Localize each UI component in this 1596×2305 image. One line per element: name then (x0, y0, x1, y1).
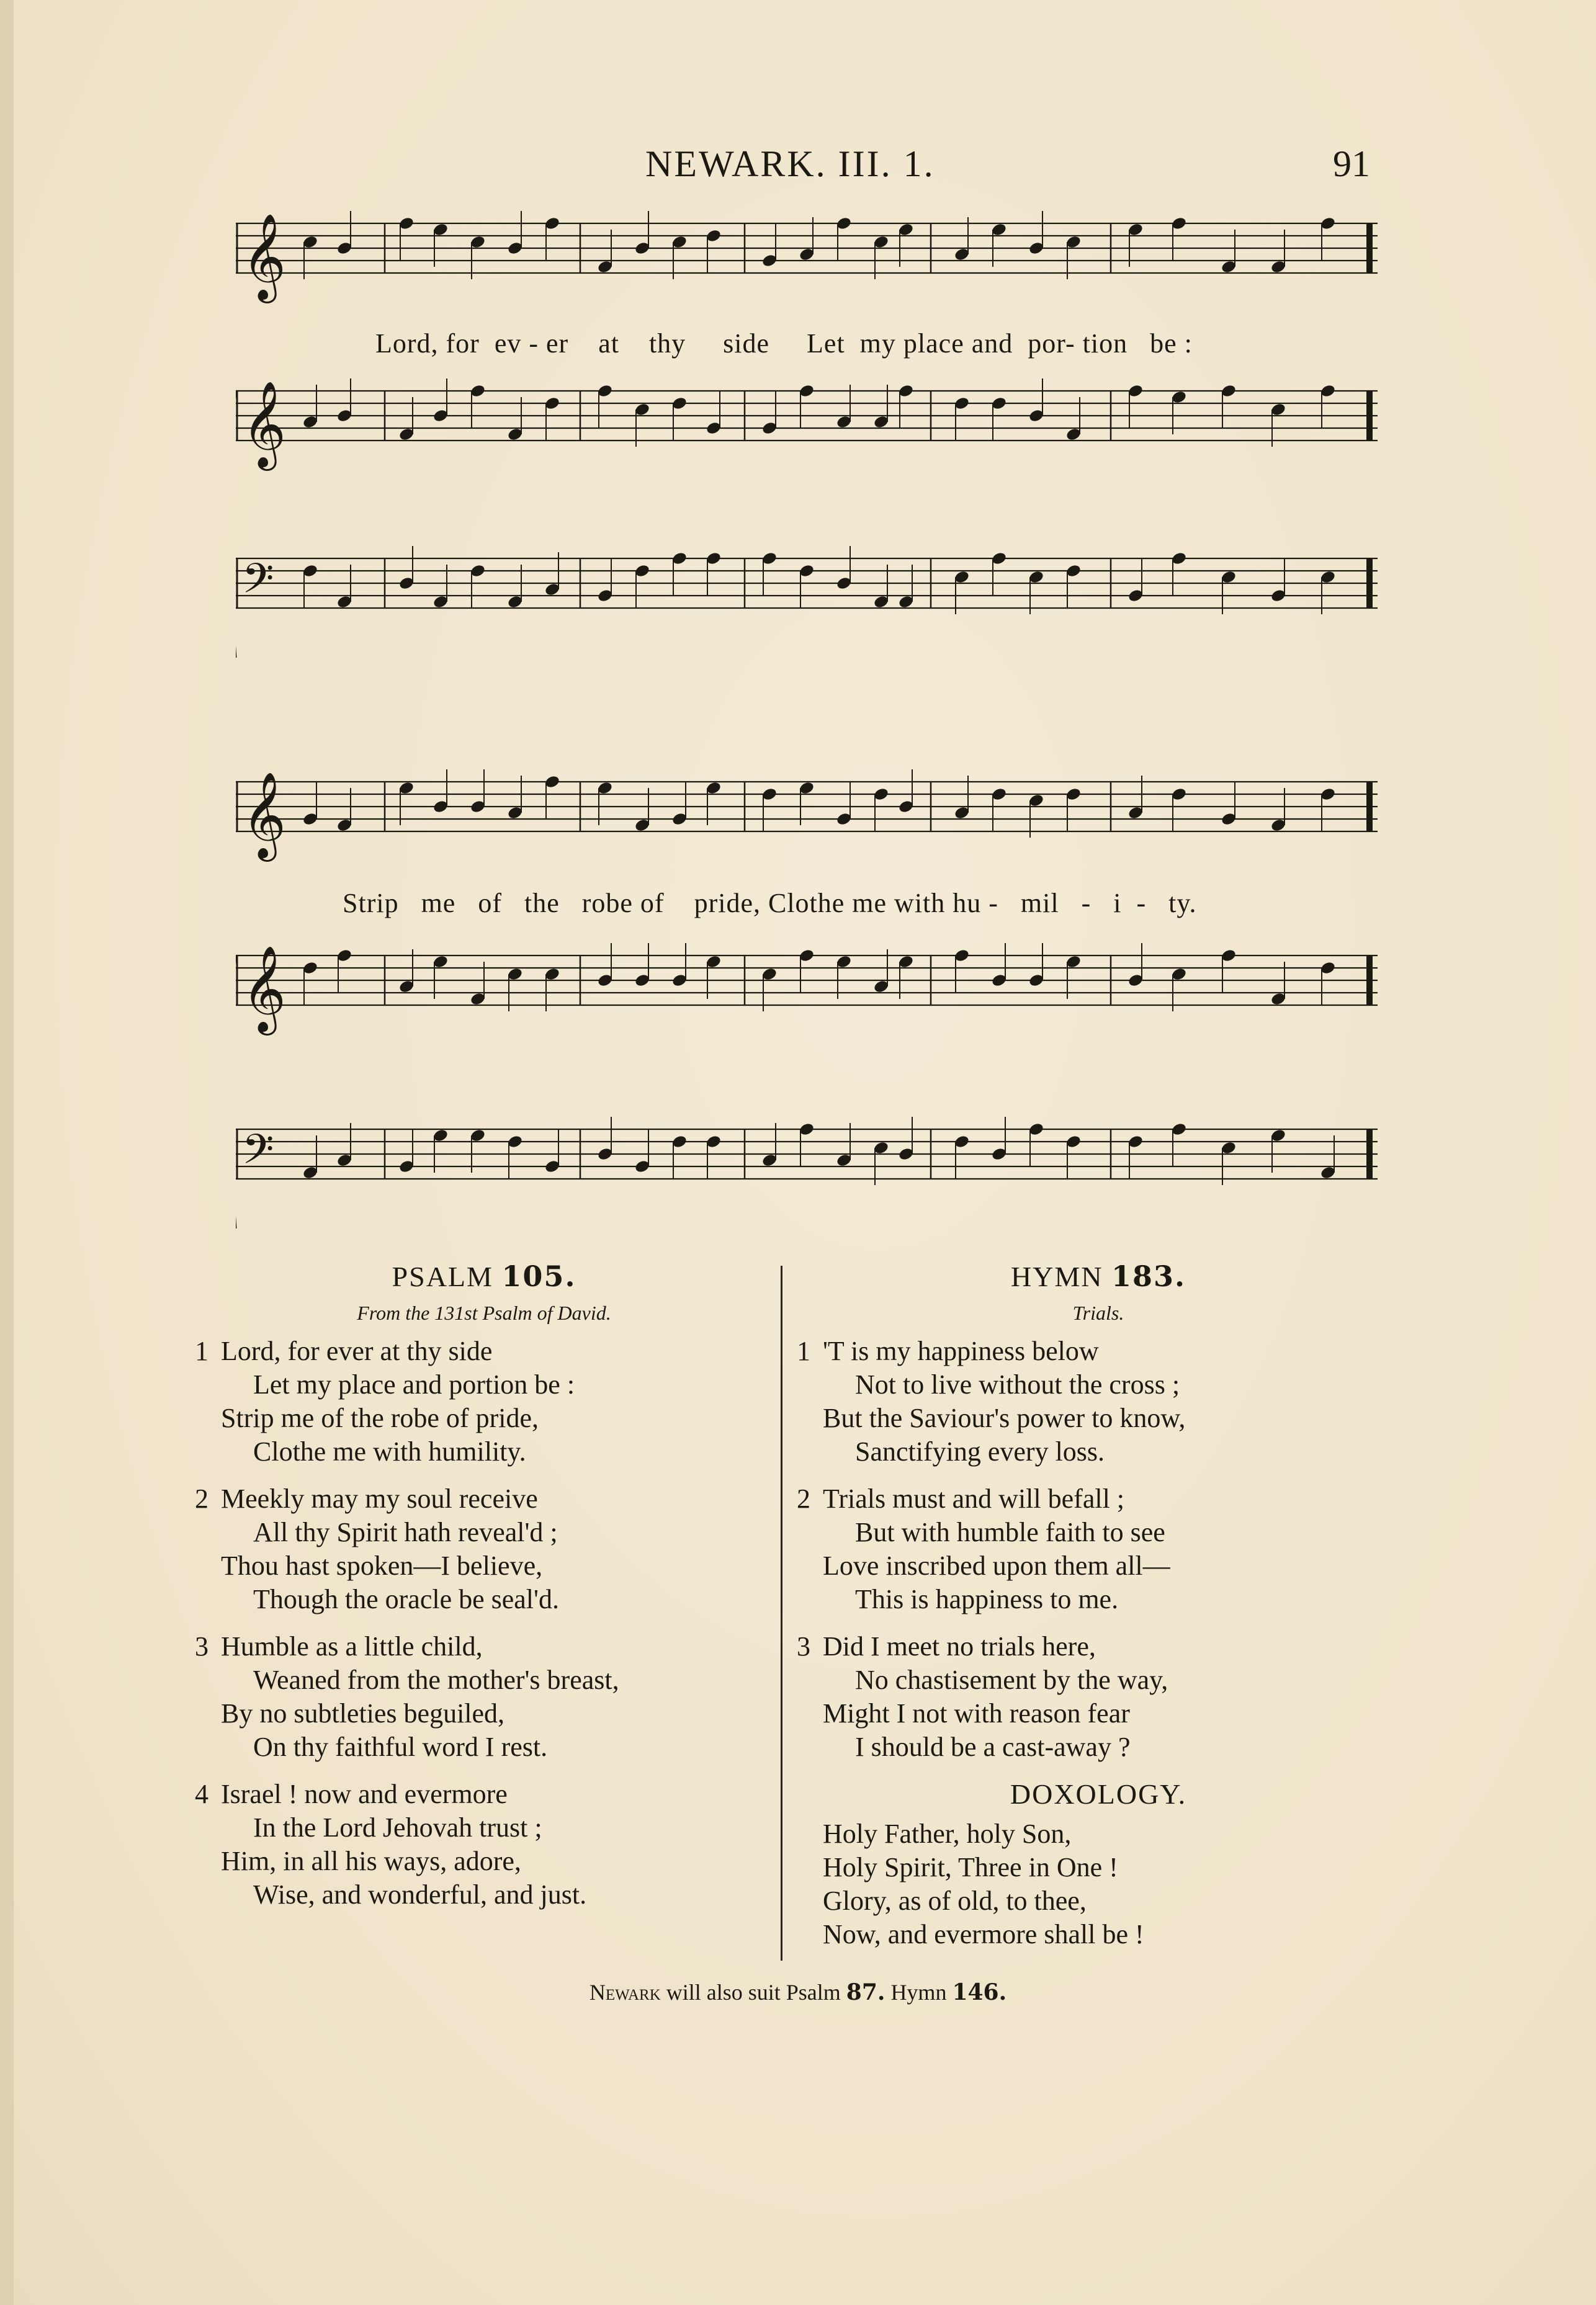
psalm-number: 105. (501, 1260, 576, 1293)
psalm-stanza-line: 4 Israel ! now and evermore (186, 1778, 782, 1811)
psalm-heading (186, 1260, 782, 1294)
staff-6 (236, 1117, 1378, 1185)
final-bar (1366, 782, 1373, 831)
treble-clef-icon: 𝄞 (242, 381, 286, 467)
psalm-stanza-line: 3 Humble as a little child, (186, 1630, 782, 1663)
psalm-stanza-line: Clothe me with humility. (253, 1436, 526, 1467)
hymn-stanza-line: Love inscribed upon them all— (823, 1551, 1170, 1581)
psalm-stanza-line: Wise, and wonderful, and just. (253, 1879, 587, 1910)
footer-psalm-ref: 87. (846, 1979, 885, 2005)
bass-clef-icon: 𝄢 (242, 555, 274, 612)
doxology-line: Glory, as of old, to thee, (823, 1886, 1087, 1916)
final-bar (1366, 558, 1373, 608)
hymn-stanza-line: 2 Trials must and will befall ; (788, 1482, 1409, 1516)
binding-edge (0, 0, 14, 2305)
hymn-stanzas (788, 1335, 1409, 1764)
hymn-number: 183. (1111, 1260, 1186, 1293)
psalm-stanza-line: 1 Lord, for ever at thy side (186, 1335, 782, 1368)
hymn-stanza-line: This is happiness to me. (855, 1584, 1119, 1614)
treble-clef-icon: 𝄞 (242, 946, 286, 1032)
treble-clef-icon: 𝄞 (242, 772, 286, 858)
footer-note (0, 1979, 1596, 2005)
final-bar (1366, 391, 1373, 441)
hymn-stanza-line: But the Saviour's power to know, (823, 1403, 1186, 1433)
footer-hymn-ref: 146. (952, 1979, 1007, 2005)
column-divider (781, 1266, 782, 1961)
running-title: NEWARK. III. 1. (645, 143, 935, 184)
psalm-stanza-line: All thy Spirit hath reveal'd ; (253, 1517, 558, 1547)
staff-5 (236, 943, 1378, 1036)
psalm-stanza-1 (186, 1335, 782, 1469)
doxology-line: Now, and evermore shall be ! (823, 1919, 1144, 1949)
lyrics-line-1: Lord, for ev - er at thy side Let my place and por- tion be : (375, 328, 1193, 359)
hymn-stanza-3 (788, 1630, 1409, 1764)
stanza-number: 2 (195, 1484, 208, 1514)
hymn-stanza-line: No chastisement by the way, (855, 1665, 1168, 1695)
psalm-stanza-3 (186, 1630, 782, 1764)
psalm-stanza-2 (186, 1482, 782, 1616)
hymn-stanza-line: But with humble faith to see (855, 1517, 1165, 1547)
score-notation-2 (236, 769, 1378, 1241)
stanza-number: 2 (797, 1484, 810, 1514)
stanza-number: 1 (195, 1336, 208, 1366)
stanza-number: 3 (797, 1631, 810, 1662)
stanza-number: 1 (797, 1336, 810, 1366)
final-bar (1366, 223, 1373, 273)
staff-1 (236, 211, 1378, 303)
hymn-stanza-line: Might I not with reason fear (823, 1698, 1130, 1729)
hymn-heading (788, 1260, 1409, 1294)
psalm-stanza-line: In the Lord Jehovah trust ; (253, 1812, 542, 1843)
hymn-column (788, 1260, 1409, 1965)
staff-2 (236, 378, 1378, 471)
psalm-stanza-line: Strip me of the robe of pride, (221, 1403, 539, 1433)
music-system-1 (236, 211, 1378, 701)
hymn-label: HYMN (1010, 1261, 1103, 1292)
psalm-stanzas (186, 1335, 782, 1912)
bass-clef-icon: 𝄢 (242, 1126, 274, 1183)
stanza-number: 3 (195, 1631, 208, 1662)
footer-text: will also suit Psalm (660, 1980, 846, 2005)
psalm-subtitle: From the 131st Psalm of David. (357, 1302, 611, 1324)
psalm-label: PSALM (392, 1261, 493, 1292)
page-header (0, 143, 1596, 199)
page-number: 91 (1333, 143, 1370, 184)
psalm-stanza-line: Weaned from the mother's breast, (253, 1665, 619, 1695)
score-notation-1 (236, 211, 1378, 701)
psalm-stanza-4 (186, 1778, 782, 1912)
hymn-stanza-1 (788, 1335, 1409, 1469)
psalm-column (186, 1260, 782, 1925)
hymn-stanza-line: I should be a cast-away ? (855, 1732, 1131, 1762)
psalm-stanza-line: On thy faithful word I rest. (253, 1732, 548, 1762)
staff-4 (236, 769, 1378, 862)
hymn-stanza-line: Not to live without the cross ; (855, 1369, 1180, 1400)
footer-tune-name: Newark (589, 1980, 661, 2005)
footer-hymn-label: Hymn (885, 1980, 953, 2005)
hymn-subtitle: Trials. (1072, 1302, 1124, 1324)
final-bar (1366, 956, 1373, 1005)
psalm-stanza-line: By no subtleties beguiled, (221, 1698, 505, 1729)
hymn-stanza-2 (788, 1482, 1409, 1616)
doxology-line: Holy Father, holy Son, (823, 1819, 1072, 1849)
doxology-title: DOXOLOGY. (1010, 1778, 1187, 1810)
staff-3 (236, 546, 1378, 614)
treble-clef-icon: 𝄞 (242, 213, 286, 300)
psalm-stanza-line: Him, in all his ways, adore, (221, 1846, 521, 1876)
lyrics-line-2: Strip me of the robe of pride, Clothe me with hu - mil - i - ty. (343, 888, 1197, 918)
hymn-stanza-line: 1 'T is my happiness below (788, 1335, 1409, 1368)
psalm-stanza-line: 2 Meekly may my soul receive (186, 1482, 782, 1516)
psalm-stanza-line: Though the oracle be seal'd. (253, 1584, 559, 1614)
psalm-stanza-line: Thou hast spoken—I believe, (221, 1551, 543, 1581)
hymn-stanza-line: Sanctifying every loss. (855, 1436, 1105, 1467)
hymn-stanza-line: 3 Did I meet no trials here, (788, 1630, 1409, 1663)
stanza-number: 4 (195, 1779, 208, 1809)
psalm-stanza-line: Let my place and portion be : (253, 1369, 575, 1400)
doxology-line: Holy Spirit, Three in One ! (823, 1852, 1118, 1882)
music-system-2 (236, 769, 1378, 1241)
final-bar (1366, 1129, 1373, 1179)
doxology (788, 1817, 1409, 1951)
